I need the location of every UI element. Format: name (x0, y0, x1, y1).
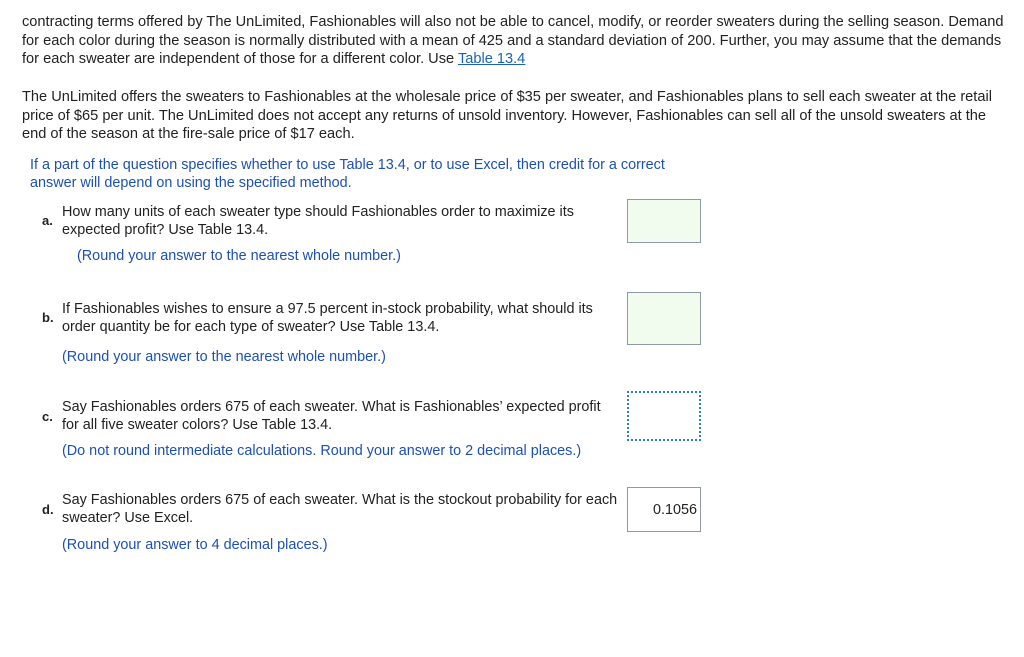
instructions-text: If a part of the question specifies whether to use Table 13.4, or to use Excel, then credit for a correct answer will depend on using the specified method. (30, 157, 665, 191)
question-b-letter: b. (42, 310, 54, 325)
question-c-hint: (Do not round intermediate calculations. Round your answer to 2 decimal places.) (62, 443, 582, 459)
question-a-text: How many units of each sweater type should Fashionables order to maximize its expected profit? Use Table 13.4. (62, 204, 574, 238)
answer-input-b[interactable] (627, 292, 701, 345)
answer-input-c[interactable] (627, 391, 701, 441)
answer-input-a[interactable] (627, 199, 701, 243)
intro-paragraph-1 (22, 13, 1012, 69)
table-13-4-link[interactable]: Table 13.4 (457, 51, 526, 67)
intro-paragraph-1-text: contracting terms offered by The UnLimited, Fashionables will also not be able to cancel, modify, or reorder sweaters during the selling season. Demand for each color during the season is normally distributed with a mean of 425 and a standard deviation of 200. Further, you may assume that the demands for each sweater are independent of those for a different color. Use (22, 14, 1004, 67)
question-a-letter: a. (42, 213, 53, 228)
question-c-letter: c. (42, 409, 53, 424)
question-d-text: Say Fashionables orders 675 of each sweater. What is the stockout probability for each sweater? Use Excel. (62, 492, 618, 526)
question-d-hint: (Round your answer to 4 decimal places.) (62, 537, 328, 553)
intro-paragraph-2: The UnLimited offers the sweaters to Fashionables at the wholesale price of $35 per sweater, and Fashionables plans to sell each sweater at the retail price of $65 per unit. The UnLimited does not accept any returns of unsold inventory. However, Fashionables can sell all of the unsold sweaters at the end of the season at the fire-sale price of $17 each. (22, 89, 992, 142)
question-c-text: Say Fashionables orders 675 of each sweater. What is Fashionables’ expected profit for all five sweater colors? Use Table 13.4. (62, 399, 601, 433)
question-d-letter: d. (42, 502, 54, 517)
answer-input-d[interactable] (627, 487, 701, 532)
question-b-text: If Fashionables wishes to ensure a 97.5 percent in-stock probability, what should its order quantity be for each type of sweater? Use Table 13.4. (62, 301, 593, 335)
question-b-hint: (Round your answer to the nearest whole number.) (62, 349, 386, 365)
question-a-hint: (Round your answer to the nearest whole number.) (77, 248, 401, 264)
